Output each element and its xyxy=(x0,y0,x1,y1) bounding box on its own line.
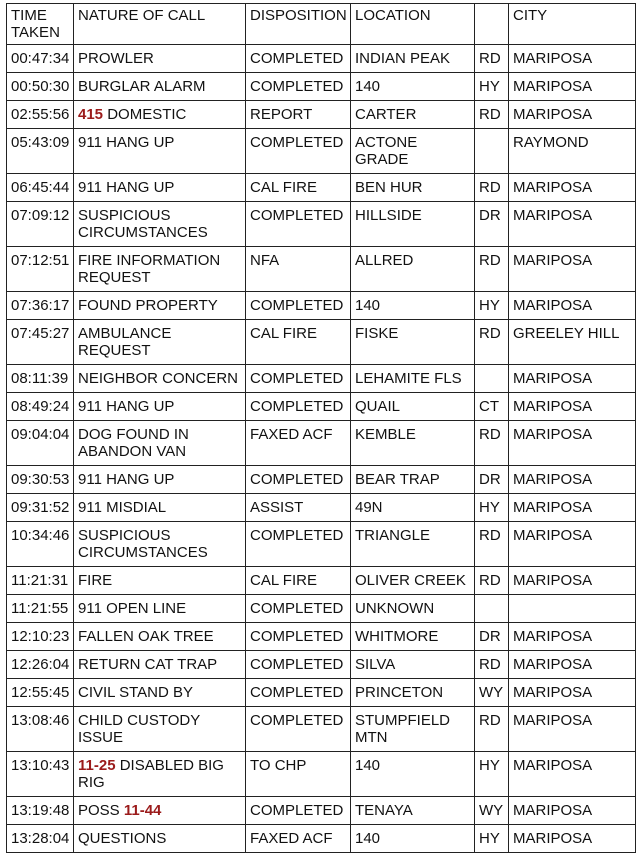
cell-location: 140 xyxy=(351,73,475,101)
cell-nature-of-call xyxy=(74,595,246,623)
cell-nature-of-call xyxy=(74,679,246,707)
nature-text: QUESTIONS xyxy=(78,830,167,847)
cell-location: QUAIL xyxy=(351,393,475,421)
cell-street-suffix: CT xyxy=(475,393,509,421)
cell-location: KEMBLE xyxy=(351,421,475,466)
table-row xyxy=(7,292,636,320)
cell-disposition: COMPLETED xyxy=(246,679,351,707)
cell-nature-of-call xyxy=(74,466,246,494)
nature-text: BURGLAR ALARM xyxy=(78,78,206,95)
table-row xyxy=(7,679,636,707)
cell-nature-of-call xyxy=(74,73,246,101)
cell-street-suffix: HY xyxy=(475,292,509,320)
cell-street-suffix: RD xyxy=(475,247,509,292)
cell-location: OLIVER CREEK xyxy=(351,567,475,595)
table-row xyxy=(7,797,636,825)
cell-disposition: COMPLETED xyxy=(246,45,351,73)
cell-disposition: REPORT xyxy=(246,101,351,129)
nature-text: FALLEN OAK TREE xyxy=(78,628,214,645)
cell-time: 07:09:12 xyxy=(7,202,74,247)
table-row xyxy=(7,421,636,466)
cell-city: MARIPOSA xyxy=(509,707,636,752)
table-row xyxy=(7,393,636,421)
cell-street-suffix: HY xyxy=(475,494,509,522)
cell-city: MARIPOSA xyxy=(509,522,636,567)
cell-nature-of-call xyxy=(74,651,246,679)
cell-nature-of-call xyxy=(74,45,246,73)
cell-location: UNKNOWN xyxy=(351,595,475,623)
cell-time: 05:43:09 xyxy=(7,129,74,174)
nature-text: 911 MISDIAL xyxy=(78,499,167,516)
header-city: CITY xyxy=(509,4,636,45)
cell-time: 13:10:43 xyxy=(7,752,74,797)
cell-street-suffix: RD xyxy=(475,651,509,679)
call-log-table xyxy=(6,3,636,853)
cell-location: 49N xyxy=(351,494,475,522)
cell-location: FISKE xyxy=(351,320,475,365)
cell-street-suffix: RD xyxy=(475,567,509,595)
nature-text: DOG FOUND IN ABANDON VAN xyxy=(78,426,189,460)
table-row xyxy=(7,202,636,247)
cell-nature-of-call xyxy=(74,393,246,421)
cell-nature-of-call xyxy=(74,365,246,393)
table-row xyxy=(7,365,636,393)
nature-text: SUSPICIOUS CIRCUMSTANCES xyxy=(78,207,208,241)
cell-location: SILVA xyxy=(351,651,475,679)
cell-street-suffix: RD xyxy=(475,320,509,365)
header-time-taken: TIME TAKEN xyxy=(7,4,74,45)
cell-street-suffix: WY xyxy=(475,797,509,825)
cell-disposition: COMPLETED xyxy=(246,797,351,825)
incident-code: 415 xyxy=(78,106,104,123)
cell-street-suffix: RD xyxy=(475,45,509,73)
cell-location: WHITMORE xyxy=(351,623,475,651)
cell-location: PRINCETON xyxy=(351,679,475,707)
cell-time: 09:30:53 xyxy=(7,466,74,494)
cell-location: 140 xyxy=(351,292,475,320)
nature-text: 911 HANG UP xyxy=(78,398,175,415)
cell-city: MARIPOSA xyxy=(509,421,636,466)
nature-text: AMBULANCE REQUEST xyxy=(78,325,172,359)
cell-disposition: FAXED ACF xyxy=(246,421,351,466)
cell-location: CARTER xyxy=(351,101,475,129)
nature-text: FIRE xyxy=(78,572,113,589)
cell-street-suffix: DR xyxy=(475,202,509,247)
cell-disposition: CAL FIRE xyxy=(246,320,351,365)
cell-time: 11:21:55 xyxy=(7,595,74,623)
cell-disposition: COMPLETED xyxy=(246,292,351,320)
cell-city: MARIPOSA xyxy=(509,651,636,679)
nature-text: 911 HANG UP xyxy=(78,134,175,151)
cell-disposition: COMPLETED xyxy=(246,522,351,567)
cell-time: 00:47:34 xyxy=(7,45,74,73)
cell-nature-of-call xyxy=(74,421,246,466)
table-row xyxy=(7,247,636,292)
nature-text: CIVIL STAND BY xyxy=(78,684,194,701)
cell-nature-of-call xyxy=(74,623,246,651)
cell-time: 12:26:04 xyxy=(7,651,74,679)
nature-text: 911 HANG UP xyxy=(78,179,175,196)
cell-city: RAYMOND xyxy=(509,129,636,174)
cell-city: MARIPOSA xyxy=(509,247,636,292)
cell-time: 07:36:17 xyxy=(7,292,74,320)
cell-street-suffix: DR xyxy=(475,466,509,494)
cell-location: ALLRED xyxy=(351,247,475,292)
cell-city: MARIPOSA xyxy=(509,73,636,101)
cell-nature-of-call xyxy=(74,752,246,797)
header-disposition: DISPOSITION xyxy=(246,4,351,45)
cell-time: 08:11:39 xyxy=(7,365,74,393)
cell-city: MARIPOSA xyxy=(509,752,636,797)
cell-street-suffix xyxy=(475,129,509,174)
cell-nature-of-call xyxy=(74,707,246,752)
table-row xyxy=(7,466,636,494)
cell-street-suffix: HY xyxy=(475,752,509,797)
table-row xyxy=(7,595,636,623)
cell-street-suffix: HY xyxy=(475,73,509,101)
cell-nature-of-call xyxy=(74,825,246,853)
table-row xyxy=(7,522,636,567)
cell-nature-of-call xyxy=(74,292,246,320)
cell-location: TENAYA xyxy=(351,797,475,825)
header-nature-of-call: NATURE OF CALL xyxy=(74,4,246,45)
cell-time: 12:10:23 xyxy=(7,623,74,651)
cell-street-suffix: RD xyxy=(475,101,509,129)
cell-nature-of-call xyxy=(74,101,246,129)
cell-city: MARIPOSA xyxy=(509,45,636,73)
cell-time: 07:12:51 xyxy=(7,247,74,292)
cell-street-suffix xyxy=(475,595,509,623)
cell-nature-of-call xyxy=(74,247,246,292)
cell-city: MARIPOSA xyxy=(509,797,636,825)
table-row xyxy=(7,174,636,202)
cell-city: MARIPOSA xyxy=(509,393,636,421)
cell-city: MARIPOSA xyxy=(509,365,636,393)
cell-nature-of-call xyxy=(74,522,246,567)
table-row xyxy=(7,101,636,129)
nature-text: POSS xyxy=(78,802,124,819)
cell-time: 13:08:46 xyxy=(7,707,74,752)
nature-text: PROWLER xyxy=(78,50,154,67)
cell-time: 00:50:30 xyxy=(7,73,74,101)
cell-location: 140 xyxy=(351,752,475,797)
nature-text: DOMESTIC xyxy=(103,106,187,123)
cell-disposition: COMPLETED xyxy=(246,393,351,421)
nature-text: RETURN CAT TRAP xyxy=(78,656,218,673)
nature-text: FOUND PROPERTY xyxy=(78,297,218,314)
cell-nature-of-call xyxy=(74,320,246,365)
cell-city: MARIPOSA xyxy=(509,494,636,522)
cell-street-suffix: WY xyxy=(475,679,509,707)
cell-time: 11:21:31 xyxy=(7,567,74,595)
call-rows xyxy=(7,45,636,853)
cell-time: 09:04:04 xyxy=(7,421,74,466)
cell-location: BEAR TRAP xyxy=(351,466,475,494)
cell-time: 13:28:04 xyxy=(7,825,74,853)
cell-time: 06:45:44 xyxy=(7,174,74,202)
cell-city xyxy=(509,595,636,623)
cell-location: HILLSIDE xyxy=(351,202,475,247)
table-row xyxy=(7,45,636,73)
header-row xyxy=(7,4,636,45)
cell-disposition: COMPLETED xyxy=(246,623,351,651)
cell-city: MARIPOSA xyxy=(509,679,636,707)
table-row xyxy=(7,623,636,651)
cell-street-suffix: RD xyxy=(475,707,509,752)
cell-disposition: COMPLETED xyxy=(246,707,351,752)
cell-location: INDIAN PEAK xyxy=(351,45,475,73)
nature-text: DISABLED BIG RIG xyxy=(78,757,224,791)
cell-nature-of-call xyxy=(74,202,246,247)
header-street-suffix xyxy=(475,4,509,45)
table-row xyxy=(7,320,636,365)
cell-disposition: CAL FIRE xyxy=(246,567,351,595)
cell-nature-of-call xyxy=(74,567,246,595)
cell-time: 12:55:45 xyxy=(7,679,74,707)
cell-location: 140 xyxy=(351,825,475,853)
cell-nature-of-call xyxy=(74,174,246,202)
cell-disposition: TO CHP xyxy=(246,752,351,797)
nature-text: FIRE INFORMATION REQUEST xyxy=(78,252,221,286)
table-row xyxy=(7,129,636,174)
nature-text: SUSPICIOUS CIRCUMSTANCES xyxy=(78,527,208,561)
cell-location: LEHAMITE FLS xyxy=(351,365,475,393)
cell-disposition: ASSIST xyxy=(246,494,351,522)
cell-disposition: NFA xyxy=(246,247,351,292)
cell-location: TRIANGLE xyxy=(351,522,475,567)
nature-text: 911 HANG UP xyxy=(78,471,175,488)
cell-street-suffix xyxy=(475,365,509,393)
cell-nature-of-call xyxy=(74,129,246,174)
cell-street-suffix: RD xyxy=(475,522,509,567)
table-row xyxy=(7,752,636,797)
incident-code: 11-25 xyxy=(78,757,116,774)
cell-time: 10:34:46 xyxy=(7,522,74,567)
incident-code: 11-44 xyxy=(123,802,162,819)
nature-text: 911 OPEN LINE xyxy=(78,600,187,617)
table-row xyxy=(7,707,636,752)
cell-disposition: COMPLETED xyxy=(246,73,351,101)
cell-city: MARIPOSA xyxy=(509,174,636,202)
cell-disposition: COMPLETED xyxy=(246,466,351,494)
cell-disposition: FAXED ACF xyxy=(246,825,351,853)
cell-city: MARIPOSA xyxy=(509,825,636,853)
cell-city: MARIPOSA xyxy=(509,202,636,247)
cell-time: 13:19:48 xyxy=(7,797,74,825)
cell-location: ACTONE GRADE xyxy=(351,129,475,174)
cell-street-suffix: RD xyxy=(475,421,509,466)
cell-city: MARIPOSA xyxy=(509,567,636,595)
cell-time: 02:55:56 xyxy=(7,101,74,129)
cell-city: GREELEY HILL xyxy=(509,320,636,365)
table-row xyxy=(7,73,636,101)
cell-time: 09:31:52 xyxy=(7,494,74,522)
cell-time: 08:49:24 xyxy=(7,393,74,421)
cell-street-suffix: DR xyxy=(475,623,509,651)
cell-disposition: CAL FIRE xyxy=(246,174,351,202)
cell-disposition: COMPLETED xyxy=(246,651,351,679)
table-row xyxy=(7,567,636,595)
cell-disposition: COMPLETED xyxy=(246,202,351,247)
cell-disposition: COMPLETED xyxy=(246,365,351,393)
header-location: LOCATION xyxy=(351,4,475,45)
table-row xyxy=(7,825,636,853)
cell-nature-of-call xyxy=(74,494,246,522)
cell-location: STUMPFIELD MTN xyxy=(351,707,475,752)
nature-text: CHILD CUSTODY ISSUE xyxy=(78,712,200,746)
cell-nature-of-call xyxy=(74,797,246,825)
cell-city: MARIPOSA xyxy=(509,623,636,651)
cell-city: MARIPOSA xyxy=(509,466,636,494)
cell-street-suffix: RD xyxy=(475,174,509,202)
cell-city: MARIPOSA xyxy=(509,292,636,320)
table-row xyxy=(7,651,636,679)
cell-time: 07:45:27 xyxy=(7,320,74,365)
cell-city: MARIPOSA xyxy=(509,101,636,129)
table-row xyxy=(7,494,636,522)
nature-text: NEIGHBOR CONCERN xyxy=(78,370,239,387)
cell-street-suffix: HY xyxy=(475,825,509,853)
cell-location: BEN HUR xyxy=(351,174,475,202)
cell-disposition: COMPLETED xyxy=(246,129,351,174)
cell-disposition: COMPLETED xyxy=(246,595,351,623)
